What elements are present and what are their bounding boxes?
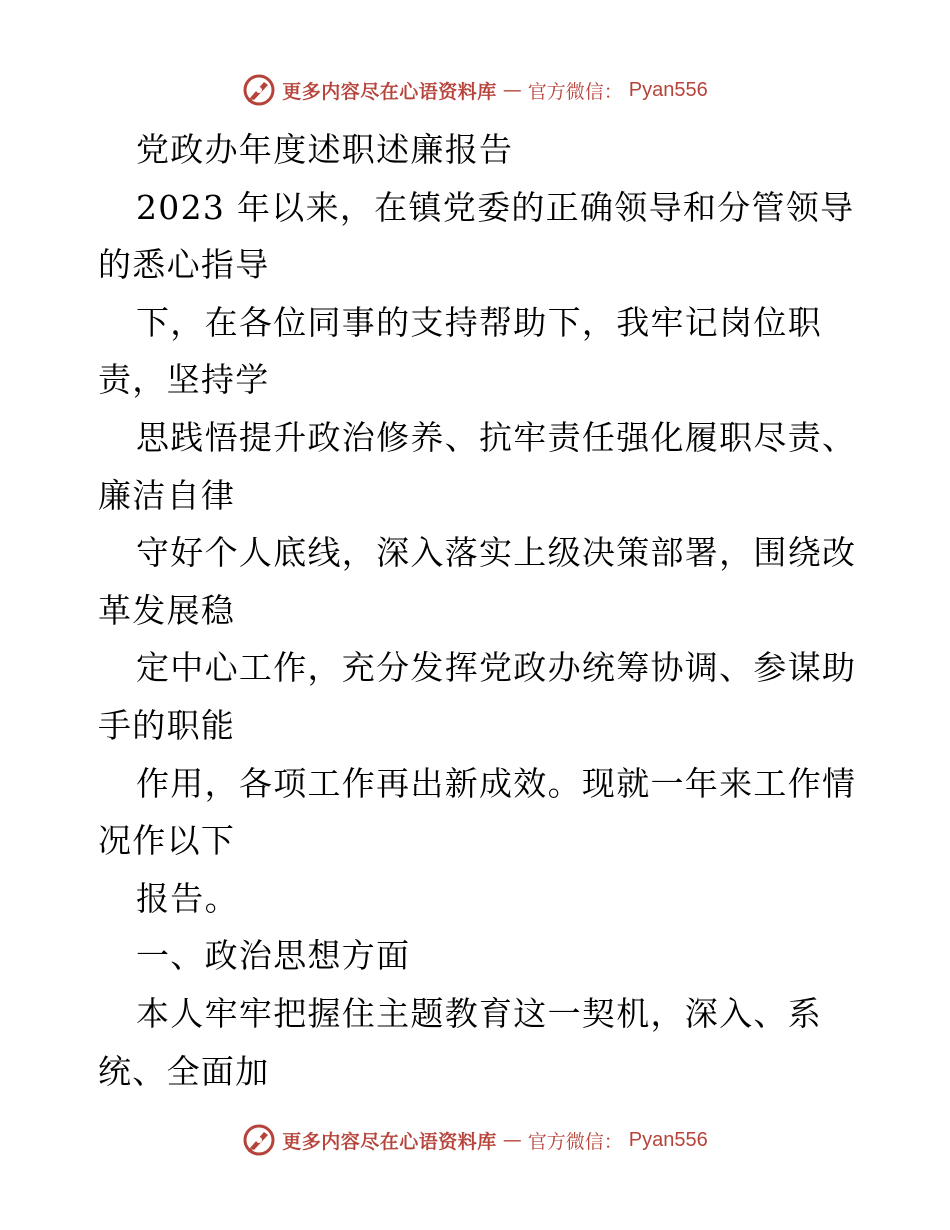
section-heading: 一、政治思想方面	[136, 936, 411, 976]
header-banner-separator: —	[502, 79, 522, 101]
paragraph-line: 报告。	[136, 878, 239, 918]
header-watermark-banner	[0, 70, 950, 110]
paragraph-line: 的悉心指导	[98, 245, 270, 285]
footer-wechat-label: 官方微信：	[527, 1130, 623, 1153]
header-banner-text: 更多内容尽在心语资料库	[282, 80, 497, 103]
paragraph-line: 本人牢牢把握住主题教育这一契机，深入、系	[136, 993, 822, 1033]
paragraph-line: 思践悟提升政治修养、抗牢责任强化履职尽责、	[136, 417, 857, 457]
footer-watermark-banner	[0, 1120, 950, 1160]
footer-banner-separator: —	[502, 1129, 522, 1151]
paragraph-line: 下，在各位同事的支持帮助下，我牢记岗位职	[136, 302, 822, 342]
paragraph-line: 廉洁自律	[98, 475, 236, 515]
document-title: 党政办年度述职述廉报告	[136, 130, 514, 169]
paragraph-line: 责，坚持学	[98, 360, 270, 400]
header-wechat-label: 官方微信：	[527, 80, 623, 103]
pen-logo-icon	[242, 1123, 276, 1157]
paragraph-line: 2023 年以来，在镇党委的正确领导和分管领导	[136, 187, 855, 227]
paragraph-line: 革发展稳	[98, 590, 236, 630]
header-wechat-id: Pyan556	[628, 78, 708, 101]
pen-logo-icon	[242, 73, 276, 107]
footer-wechat-id: Pyan556	[628, 1128, 708, 1151]
paragraph-line: 统、全面加	[98, 1051, 270, 1091]
document-body	[98, 121, 858, 1100]
paragraph-line: 作用，各项工作再出新成效。现就一年来工作情	[136, 763, 857, 803]
paragraph-line: 况作以下	[98, 821, 236, 861]
paragraph-line: 守好个人底线，深入落实上级决策部署，围绕改	[136, 533, 857, 573]
footer-banner-text: 更多内容尽在心语资料库	[282, 1130, 497, 1153]
paragraph-line: 手的职能	[98, 705, 236, 745]
paragraph-line: 定中心工作，充分发挥党政办统筹协调、参谋助	[136, 648, 857, 688]
